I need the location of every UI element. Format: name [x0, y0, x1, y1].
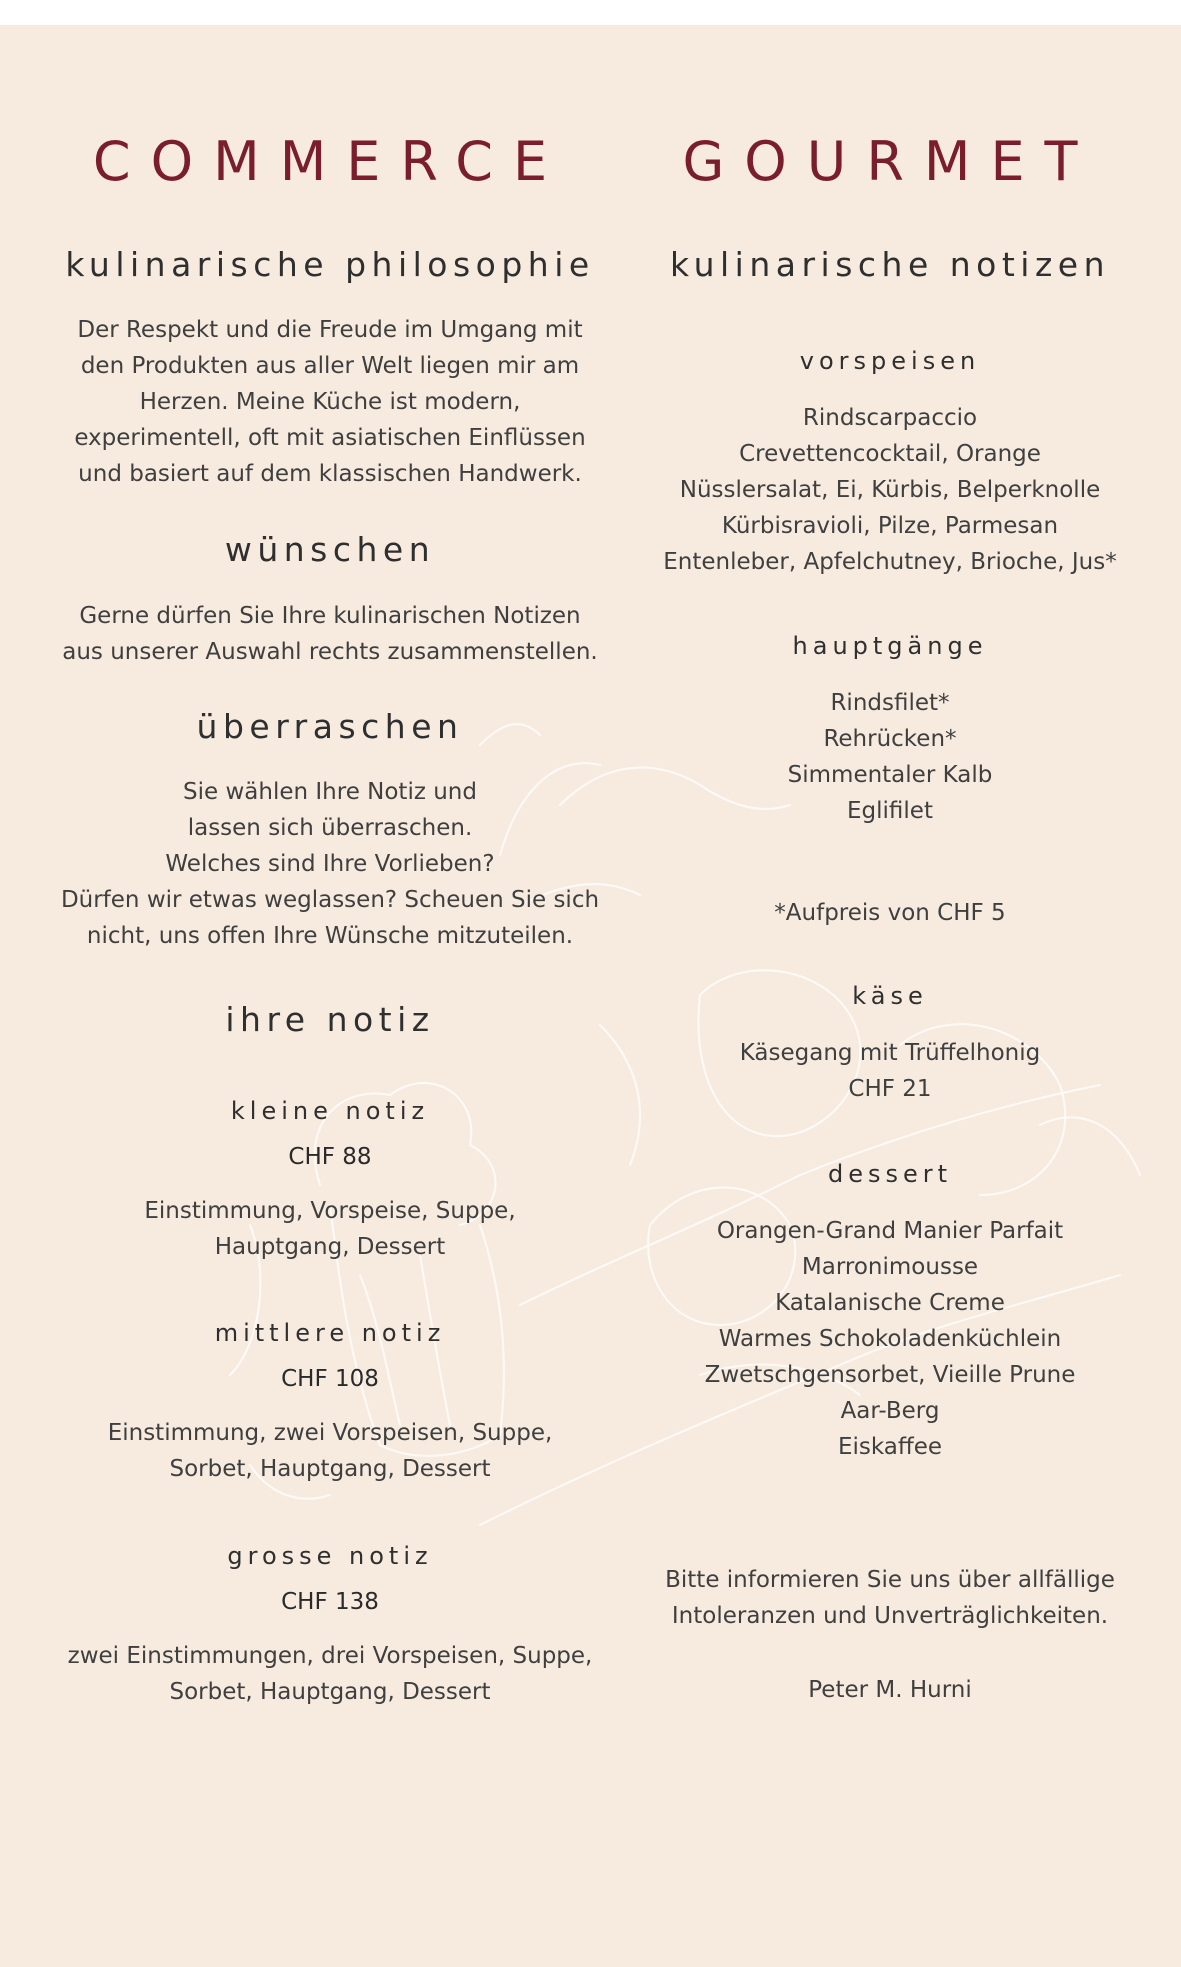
cheese-title: käse [852, 982, 928, 1010]
list-item: Rindsfilet* [830, 690, 950, 716]
list-item: CHF 21 [848, 1076, 932, 1102]
large-note-courses: zwei Einstimmungen, drei Vorspeisen, Suppe, Sorbet, Hauptgang, Dessert [67, 1643, 593, 1705]
list-item: Orangen-Grand Manier Parfait [716, 1218, 1064, 1244]
list-item: Entenleber, Apfelchutney, Brioche, Jus* [663, 549, 1117, 575]
starters-title: vorspeisen [799, 347, 981, 375]
list-item: Nüsslersalat, Ei, Kürbis, Belperknolle [679, 477, 1101, 503]
mains-surcharge-note: *Aufpreis von CHF 5 [774, 900, 1006, 926]
medium-note-price: CHF 108 [281, 1366, 379, 1392]
commerce-title: COMMERCE [92, 130, 568, 193]
large-note-price: CHF 138 [281, 1589, 379, 1615]
list-item: Kürbisravioli, Pilze, Parmesan [721, 513, 1059, 539]
large-note-title: grosse notiz [227, 1542, 433, 1570]
list-item: Eglifilet [847, 798, 933, 824]
allergy-notice: Bitte informieren Sie uns über allfällige Intoleranzen und Unverträglichkeiten. [665, 1567, 1115, 1629]
gourmet-title: GOURMET [682, 130, 1098, 193]
dessert-title: dessert [827, 1160, 953, 1188]
list-item: Rehrücken* [823, 726, 957, 752]
philosophy-heading: kulinarische philosophie [65, 245, 595, 284]
list-item: Rindscarpaccio [802, 405, 978, 431]
notes-menu-heading: kulinarische notizen [669, 245, 1111, 284]
wishes-heading: wünschen [224, 530, 436, 569]
list-item: Crevettencocktail, Orange [739, 441, 1041, 467]
mains-list [640, 685, 1140, 829]
small-note-title: kleine notiz [230, 1097, 430, 1125]
small-note-price: CHF 88 [288, 1144, 372, 1170]
starters-list [640, 400, 1140, 580]
dessert-list [640, 1213, 1140, 1465]
chef-signature: Peter M. Hurni [808, 1677, 972, 1703]
mains-title: hauptgänge [792, 632, 988, 660]
list-item: Simmentaler Kalb [787, 762, 993, 788]
surprise-text: Sie wählen Ihre Notiz und lassen sich überraschen. Welches sind Ihre Vorlieben? Dürfen wir etwas weglassen? Scheuen Sie sich nicht, uns offen Ihre Wünsche mitzuteilen. [60, 779, 600, 949]
wishes-text: Gerne dürfen Sie Ihre kulinarischen Notizen aus unserer Auswahl rechts zusammenstellen. [62, 603, 598, 665]
list-item: Käsegang mit Trüffelhonig [739, 1040, 1041, 1066]
list-item: Warmes Schokoladenküchlein [718, 1326, 1062, 1352]
menu-page [0, 25, 1181, 1967]
notes-heading: ihre notiz [225, 1000, 435, 1039]
list-item: Marronimousse [801, 1254, 979, 1280]
list-item: Aar-Berg [840, 1398, 940, 1424]
medium-note-courses: Einstimmung, zwei Vorspeisen, Suppe, Sorbet, Hauptgang, Dessert [107, 1420, 553, 1482]
surprise-heading: überraschen [196, 707, 464, 746]
philosophy-text: Der Respekt und die Freude im Umgang mit den Produkten aus aller Welt liegen mir am Herzen. Meine Küche ist modern, experimentell, oft mit asiatischen Einflüssen und basiert auf dem klassischen Handwerk. [74, 317, 586, 487]
list-item: Eiskaffee [837, 1434, 943, 1460]
list-item: Zwetschgensorbet, Vieille Prune [704, 1362, 1076, 1388]
medium-note-title: mittlere notiz [214, 1319, 446, 1347]
cheese-list [640, 1035, 1140, 1107]
list-item: Katalanische Creme [775, 1290, 1005, 1316]
small-note-courses: Einstimmung, Vorspeise, Suppe, Hauptgang, Dessert [144, 1198, 516, 1260]
